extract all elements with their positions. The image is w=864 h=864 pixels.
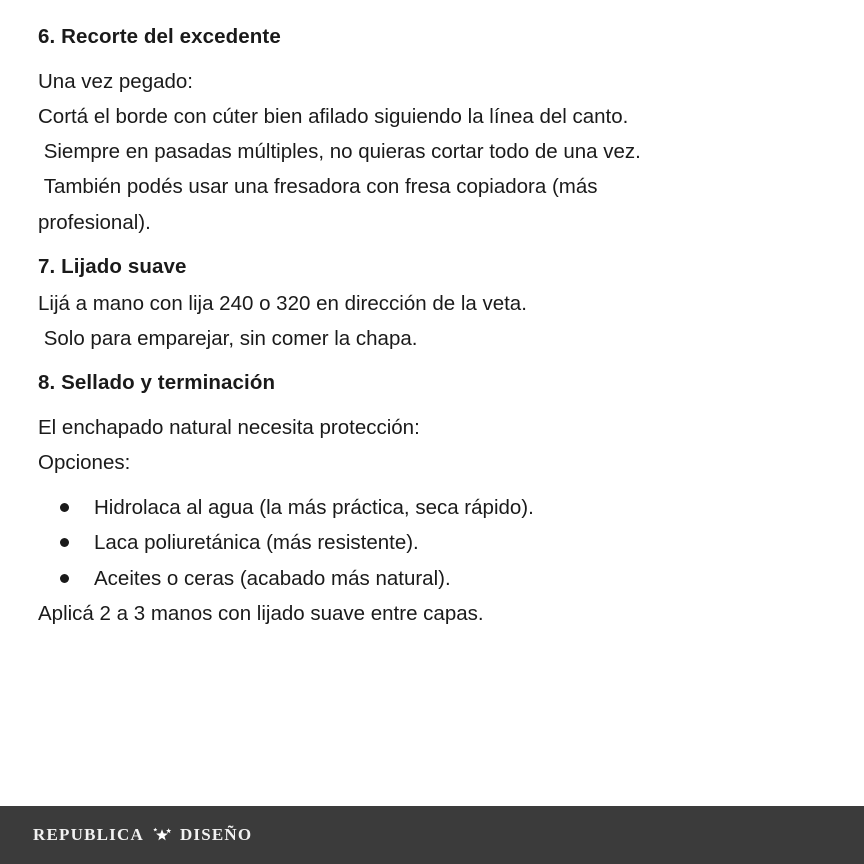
section-heading-7: 7. Lijado suave bbox=[38, 254, 187, 278]
section-8-bullet-list bbox=[38, 490, 828, 596]
section-7-line-1: Lijá a mano con lija 240 o 320 en dirección de la veta. bbox=[38, 291, 527, 315]
section-6-body bbox=[38, 64, 828, 240]
section-8-intro bbox=[38, 410, 828, 481]
section-6-line-1: Una vez pegado: bbox=[38, 69, 194, 93]
bullet-dot-icon bbox=[60, 538, 69, 547]
document-content bbox=[38, 24, 828, 631]
brand-name-first: REPUBLICA bbox=[33, 825, 144, 844]
section-8-intro-line-2: Opciones: bbox=[38, 450, 131, 474]
list-item bbox=[38, 525, 828, 560]
list-item bbox=[38, 561, 828, 596]
section-7-line-2: Solo para emparejar, sin comer la chapa. bbox=[38, 326, 418, 350]
bullet-dot-icon bbox=[60, 503, 69, 512]
section-8-closing bbox=[38, 596, 828, 631]
bullet-dot-icon bbox=[60, 574, 69, 583]
section-8-intro-line-1: El enchapado natural necesita protección: bbox=[38, 415, 420, 439]
section-6-line-3: Siempre en pasadas múltiples, no quieras cortar todo de una vez. bbox=[38, 140, 641, 164]
section-heading-6: 6. Recorte del excedente bbox=[38, 25, 281, 48]
list-item bbox=[38, 490, 828, 525]
footer-bar bbox=[0, 806, 864, 864]
brand-name-second: DISEÑO bbox=[179, 825, 253, 844]
list-item-label: Laca poliuretánica (más resistente). bbox=[94, 531, 419, 555]
section-heading-8: 8. Sellado y terminación bbox=[38, 371, 276, 394]
list-item-label: Aceites o ceras (acabado más natural). bbox=[94, 566, 451, 590]
brand-logo bbox=[33, 825, 252, 845]
section-8-closing-line-1: Aplicá 2 a 3 manos con lijado suave entre capas. bbox=[38, 601, 484, 625]
section-6-line-4: También podés usar una fresadora con fresa copiadora (más bbox=[38, 175, 598, 199]
list-item-label: Hidrolaca al agua (la más práctica, seca rápido). bbox=[94, 496, 534, 520]
section-6-line-2: Cortá el borde con cúter bien afilado siguiendo la línea del canto. bbox=[38, 104, 629, 128]
star-burst-icon bbox=[151, 825, 173, 845]
section-7-body bbox=[38, 286, 828, 357]
section-6-line-5: profesional). bbox=[38, 210, 151, 234]
